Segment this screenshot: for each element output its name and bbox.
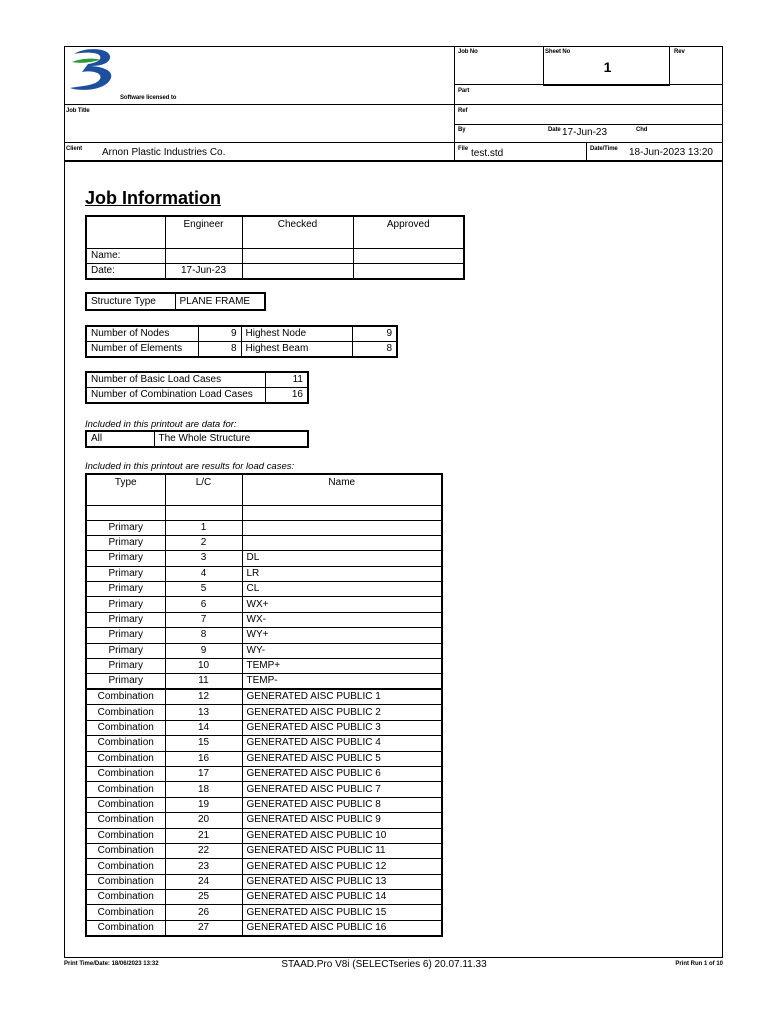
client-value: Arnon Plastic Industries Co. xyxy=(102,147,226,158)
table-row xyxy=(86,326,397,342)
table-row xyxy=(86,520,442,535)
datetime-label: Date/Time xyxy=(590,146,618,152)
lc-number: 19 xyxy=(165,797,242,812)
lc-type: Combination xyxy=(86,766,165,781)
table-row xyxy=(86,843,442,858)
table-row xyxy=(86,248,464,263)
basic-lc-label: Number of Basic Load Cases xyxy=(86,372,265,388)
lc-name: GENERATED AISC PUBLIC 13 xyxy=(242,874,442,889)
lc-type: Combination xyxy=(86,751,165,766)
lc-name: GENERATED AISC PUBLIC 4 xyxy=(242,736,442,751)
table-row xyxy=(86,828,442,843)
data-scope-table xyxy=(85,430,309,448)
lc-name: GENERATED AISC PUBLIC 10 xyxy=(242,828,442,843)
data-scope: All xyxy=(86,431,154,447)
lc-name: DL xyxy=(242,551,442,566)
lc-number: 22 xyxy=(165,843,242,858)
ref-label: Ref xyxy=(458,108,468,114)
lc-number: 10 xyxy=(165,659,242,674)
results-included-note: Included in this printout are results for load cases: xyxy=(85,461,295,472)
table-row xyxy=(86,431,308,447)
sheet-no-label: Sheet No xyxy=(545,49,571,55)
date-value: 17-Jun-23 xyxy=(562,127,608,138)
lc-number: 21 xyxy=(165,828,242,843)
table-row xyxy=(86,813,442,828)
lc-type: Combination xyxy=(86,859,165,874)
nodes-label: Number of Nodes xyxy=(86,326,198,342)
table-row xyxy=(86,766,442,781)
lc-type: Primary xyxy=(86,535,165,550)
highest-beam-label: Highest Beam xyxy=(241,342,352,358)
structure-type-value: PLANE FRAME xyxy=(175,293,265,310)
rev-label: Rev xyxy=(674,49,685,55)
name-header: Name xyxy=(242,474,442,505)
lc-name: GENERATED AISC PUBLIC 14 xyxy=(242,890,442,905)
lc-name: GENERATED AISC PUBLIC 3 xyxy=(242,720,442,735)
table-row xyxy=(86,890,442,905)
client-label: Client xyxy=(66,146,83,152)
sheet-no-value: 1 xyxy=(603,59,612,75)
elements-value: 8 xyxy=(198,342,241,358)
lc-number: 17 xyxy=(165,766,242,781)
job-no-label: Job No xyxy=(458,49,478,55)
date-row-label: Date: xyxy=(86,263,165,279)
sheet-header xyxy=(64,46,723,162)
table-row xyxy=(86,388,308,404)
lc-type: Primary xyxy=(86,566,165,581)
structure-type-table xyxy=(85,292,266,311)
lc-number: 4 xyxy=(165,566,242,581)
lc-type: Combination xyxy=(86,874,165,889)
lc-number: 14 xyxy=(165,720,242,735)
lc-name: GENERATED AISC PUBLIC 7 xyxy=(242,782,442,797)
lc-type: Combination xyxy=(86,890,165,905)
lc-name: WX- xyxy=(242,612,442,627)
lc-type: Combination xyxy=(86,920,165,936)
lc-header: L/C xyxy=(165,474,242,505)
table-row xyxy=(86,797,442,812)
part-label: Part xyxy=(458,88,470,94)
table-row xyxy=(86,736,442,751)
sheet-no-box xyxy=(543,46,670,86)
lc-name: TEMP- xyxy=(242,674,442,690)
engineer-header: Engineer xyxy=(165,216,242,248)
lc-number: 9 xyxy=(165,643,242,658)
software-version: STAAD.Pro V8i (SELECTseries 6) 20.07.11.33 xyxy=(281,959,487,970)
print-run: Print Run 1 of 10 xyxy=(675,961,723,967)
lc-name: GENERATED AISC PUBLIC 9 xyxy=(242,813,442,828)
lc-type: Combination xyxy=(86,843,165,858)
table-row xyxy=(86,782,442,797)
lc-type: Primary xyxy=(86,520,165,535)
lc-number: 1 xyxy=(165,520,242,535)
basic-lc-value: 11 xyxy=(265,372,308,388)
licensed-label: Software licensed to xyxy=(120,95,177,101)
table-row xyxy=(86,551,442,566)
lc-number: 15 xyxy=(165,736,242,751)
load-cases-table xyxy=(85,473,443,937)
lc-type: Primary xyxy=(86,551,165,566)
table-row xyxy=(86,705,442,720)
lc-number: 16 xyxy=(165,751,242,766)
lc-number: 12 xyxy=(165,689,242,705)
file-label: File xyxy=(458,146,468,152)
type-header: Type xyxy=(86,474,165,505)
name-label: Name: xyxy=(86,248,165,263)
lc-type: Combination xyxy=(86,705,165,720)
lc-number: 7 xyxy=(165,612,242,627)
table-row xyxy=(86,659,442,674)
lc-name: LR xyxy=(242,566,442,581)
lc-number: 6 xyxy=(165,597,242,612)
lc-type: Primary xyxy=(86,612,165,627)
lc-number: 24 xyxy=(165,874,242,889)
table-row xyxy=(86,920,442,936)
by-label: By xyxy=(458,127,466,133)
lc-type: Combination xyxy=(86,828,165,843)
approved-header: Approved xyxy=(353,216,464,248)
lc-name xyxy=(242,535,442,550)
table-row xyxy=(86,905,442,920)
nodes-value: 9 xyxy=(198,326,241,342)
table-row xyxy=(86,505,442,520)
chd-label: Chd xyxy=(636,127,648,133)
table-header-row xyxy=(86,474,442,505)
lc-type: Primary xyxy=(86,674,165,690)
lc-name: GENERATED AISC PUBLIC 6 xyxy=(242,766,442,781)
table-row xyxy=(86,643,442,658)
structure-type-label: Structure Type xyxy=(86,293,175,310)
bentley-logo-icon xyxy=(66,48,120,92)
lc-number: 26 xyxy=(165,905,242,920)
lc-name: WX+ xyxy=(242,597,442,612)
table-row xyxy=(86,582,442,597)
lc-type: Combination xyxy=(86,782,165,797)
table-row xyxy=(86,720,442,735)
lc-type: Combination xyxy=(86,689,165,705)
lc-number: 25 xyxy=(165,890,242,905)
lc-name: GENERATED AISC PUBLIC 8 xyxy=(242,797,442,812)
table-row xyxy=(86,566,442,581)
engineer-date: 17-Jun-23 xyxy=(165,263,242,279)
lc-name: TEMP+ xyxy=(242,659,442,674)
combo-lc-label: Number of Combination Load Cases xyxy=(86,388,265,404)
highest-beam-value: 8 xyxy=(352,342,397,358)
lc-name: CL xyxy=(242,582,442,597)
lc-name: GENERATED AISC PUBLIC 11 xyxy=(242,843,442,858)
lc-number: 18 xyxy=(165,782,242,797)
table-row xyxy=(86,859,442,874)
lc-type: Primary xyxy=(86,582,165,597)
table-row xyxy=(86,689,442,705)
lc-name: WY- xyxy=(242,643,442,658)
datetime-value: 18-Jun-2023 13:20 xyxy=(629,147,713,158)
lc-type: Primary xyxy=(86,597,165,612)
lc-name: GENERATED AISC PUBLIC 15 xyxy=(242,905,442,920)
lc-type: Primary xyxy=(86,628,165,643)
date-label: Date xyxy=(548,127,561,133)
lc-name: GENERATED AISC PUBLIC 2 xyxy=(242,705,442,720)
table-row xyxy=(86,293,265,310)
lc-number: 2 xyxy=(165,535,242,550)
lc-type: Primary xyxy=(86,659,165,674)
lc-number: 11 xyxy=(165,674,242,690)
highest-node-label: Highest Node xyxy=(241,326,352,342)
lc-type: Combination xyxy=(86,736,165,751)
table-row xyxy=(86,628,442,643)
table-row xyxy=(86,874,442,889)
table-row xyxy=(86,612,442,627)
job-title-label: Job Title xyxy=(66,108,90,114)
lc-number: 3 xyxy=(165,551,242,566)
lc-type: Combination xyxy=(86,797,165,812)
table-row xyxy=(86,263,464,279)
lc-type: Primary xyxy=(86,643,165,658)
lc-name: GENERATED AISC PUBLIC 12 xyxy=(242,859,442,874)
lc-type: Combination xyxy=(86,813,165,828)
node-count-table xyxy=(85,325,398,358)
table-row xyxy=(86,535,442,550)
job-info-table xyxy=(85,215,465,280)
file-value: test.std xyxy=(471,148,504,159)
lc-number: 20 xyxy=(165,813,242,828)
table-row xyxy=(86,674,442,690)
lc-number: 27 xyxy=(165,920,242,936)
combo-lc-value: 16 xyxy=(265,388,308,404)
table-row xyxy=(86,751,442,766)
table-row xyxy=(86,597,442,612)
table-row xyxy=(86,372,308,388)
checked-header: Checked xyxy=(242,216,353,248)
lc-number: 23 xyxy=(165,859,242,874)
lc-name: GENERATED AISC PUBLIC 16 xyxy=(242,920,442,936)
lc-number: 8 xyxy=(165,628,242,643)
highest-node-value: 9 xyxy=(352,326,397,342)
lc-name: GENERATED AISC PUBLIC 1 xyxy=(242,689,442,705)
lc-type: Combination xyxy=(86,905,165,920)
data-included-note: Included in this printout are data for: xyxy=(85,419,237,430)
lc-name xyxy=(242,520,442,535)
lc-number: 5 xyxy=(165,582,242,597)
table-row xyxy=(86,342,397,358)
load-case-count-table xyxy=(85,371,309,404)
lc-type: Combination xyxy=(86,720,165,735)
lc-name: WY+ xyxy=(242,628,442,643)
elements-label: Number of Elements xyxy=(86,342,198,358)
lc-name: GENERATED AISC PUBLIC 5 xyxy=(242,751,442,766)
job-information-title: Job Information xyxy=(85,188,221,208)
data-scope-desc: The Whole Structure xyxy=(154,431,308,447)
table-row xyxy=(86,216,464,248)
print-time: Print Time/Date: 18/06/2023 13:32 xyxy=(64,961,159,967)
lc-number: 13 xyxy=(165,705,242,720)
